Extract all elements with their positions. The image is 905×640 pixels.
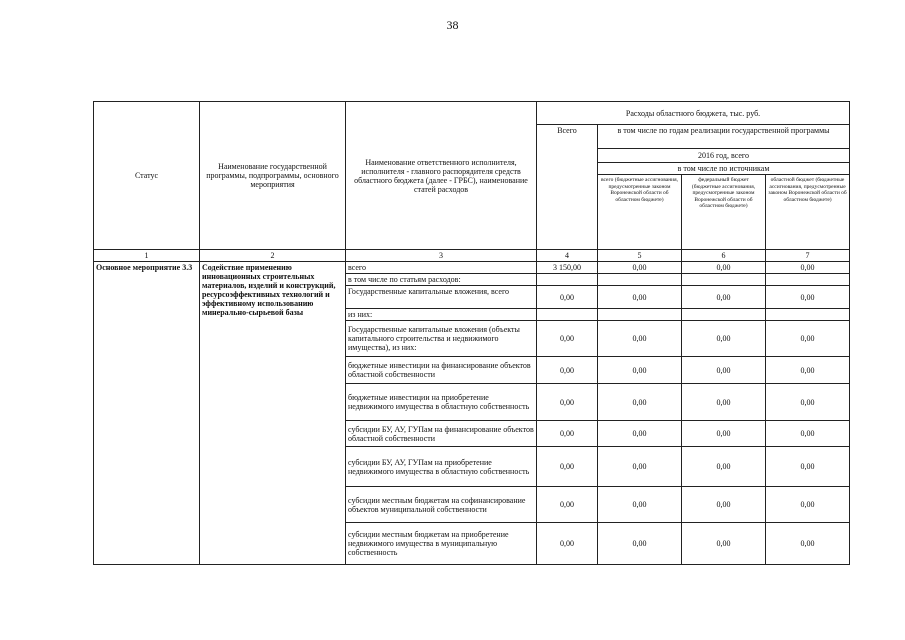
header-program-name: Наименование государственной программы, подпрограммы, основного мероприятия <box>200 102 346 250</box>
value-total: 0,00 <box>537 384 598 421</box>
header-source-regional: областной бюджет (бюджетные ассигнования, предусмотренные законом Воронежской области об областном бюджете) <box>766 175 850 250</box>
value-regional: 0,00 <box>766 321 850 357</box>
value-federal <box>682 274 766 286</box>
header-expenses: Расходы областного бюджета, тыс. руб. <box>537 102 850 125</box>
value-source-total: 0,00 <box>598 523 682 565</box>
value-total: 0,00 <box>537 447 598 487</box>
header-source-total: всего (бюджетные ассигнования, предусмотренные законом Воронежской области об областном бюджете) <box>598 175 682 250</box>
value-regional: 0,00 <box>766 262 850 274</box>
value-federal: 0,00 <box>682 447 766 487</box>
value-regional: 0,00 <box>766 421 850 447</box>
value-source-total: 0,00 <box>598 384 682 421</box>
value-source-total: 0,00 <box>598 262 682 274</box>
value-federal: 0,00 <box>682 286 766 309</box>
value-source-total: 0,00 <box>598 286 682 309</box>
value-total <box>537 309 598 321</box>
row-label: из них: <box>346 309 537 321</box>
value-federal: 0,00 <box>682 487 766 523</box>
row-label: всего <box>346 262 537 274</box>
column-number: 5 <box>598 250 682 262</box>
value-total: 0,00 <box>537 286 598 309</box>
value-total: 3 150,00 <box>537 262 598 274</box>
header-executor: Наименование ответственного исполнителя, исполнителя - главного распорядителя средств областного бюджета (далее - ГРБС), наименование статей расходов <box>346 102 537 250</box>
row-label: Государственные капитальные вложения, всего <box>346 286 537 309</box>
header-by-sources: в том числе по источникам <box>598 163 850 175</box>
page-number: 38 <box>446 18 459 32</box>
value-source-total: 0,00 <box>598 421 682 447</box>
row-label: бюджетные инвестиции на приобретение недвижимого имущества в областную собственность <box>346 384 537 421</box>
value-total: 0,00 <box>537 321 598 357</box>
value-source-total: 0,00 <box>598 487 682 523</box>
column-number: 2 <box>200 250 346 262</box>
value-federal: 0,00 <box>682 321 766 357</box>
value-total: 0,00 <box>537 523 598 565</box>
value-total: 0,00 <box>537 421 598 447</box>
value-regional <box>766 309 850 321</box>
row-label: субсидии местным бюджетам на софинансирование объектов муниципальной собственности <box>346 487 537 523</box>
value-source-total: 0,00 <box>598 447 682 487</box>
row-label: Государственные капитальные вложения (объекты капитального строительства и недвижимого имущества), из них: <box>346 321 537 357</box>
value-source-total <box>598 309 682 321</box>
value-federal: 0,00 <box>682 523 766 565</box>
column-number: 3 <box>346 250 537 262</box>
value-federal <box>682 309 766 321</box>
value-regional: 0,00 <box>766 487 850 523</box>
row-label: субсидии местным бюджетам на приобретение недвижимого имущества в муниципальную собственность <box>346 523 537 565</box>
table-row <box>94 262 850 274</box>
program-cell: Содействие применению инновационных строительных материалов, изделий и конструкций, ресурсоэффективных технологий и эффективному использованию минерально-сырьевой базы <box>200 262 346 565</box>
value-source-total: 0,00 <box>598 321 682 357</box>
value-regional: 0,00 <box>766 523 850 565</box>
header-year: 2016 год, всего <box>598 149 850 163</box>
value-regional: 0,00 <box>766 286 850 309</box>
row-label: субсидии БУ, АУ, ГУПам на приобретение недвижимого имущества в областную собственность <box>346 447 537 487</box>
value-regional: 0,00 <box>766 384 850 421</box>
value-federal: 0,00 <box>682 384 766 421</box>
column-number: 4 <box>537 250 598 262</box>
value-federal: 0,00 <box>682 421 766 447</box>
budget-table <box>93 101 850 565</box>
value-total: 0,00 <box>537 357 598 384</box>
header-source-federal: федеральный бюджет (бюджетные ассигнования, предусмотренные законом Воронежской области об областном бюджете) <box>682 175 766 250</box>
header-by-years: в том числе по годам реализации государственной программы <box>598 125 850 149</box>
row-label: бюджетные инвестиции на финансирование объектов областной собственности <box>346 357 537 384</box>
status-cell: Основное мероприятие 3.3 <box>94 262 200 565</box>
value-total: 0,00 <box>537 487 598 523</box>
value-federal: 0,00 <box>682 357 766 384</box>
value-regional: 0,00 <box>766 447 850 487</box>
value-federal: 0,00 <box>682 262 766 274</box>
column-number: 7 <box>766 250 850 262</box>
value-total <box>537 274 598 286</box>
value-source-total <box>598 274 682 286</box>
row-label: в том числе по статьям расходов: <box>346 274 537 286</box>
row-label: субсидии БУ, АУ, ГУПам на финансирование объектов областной собственности <box>346 421 537 447</box>
value-regional <box>766 274 850 286</box>
value-source-total: 0,00 <box>598 357 682 384</box>
column-number: 6 <box>682 250 766 262</box>
column-number: 1 <box>94 250 200 262</box>
value-regional: 0,00 <box>766 357 850 384</box>
header-status: Статус <box>94 102 200 250</box>
header-total: Всего <box>537 125 598 250</box>
